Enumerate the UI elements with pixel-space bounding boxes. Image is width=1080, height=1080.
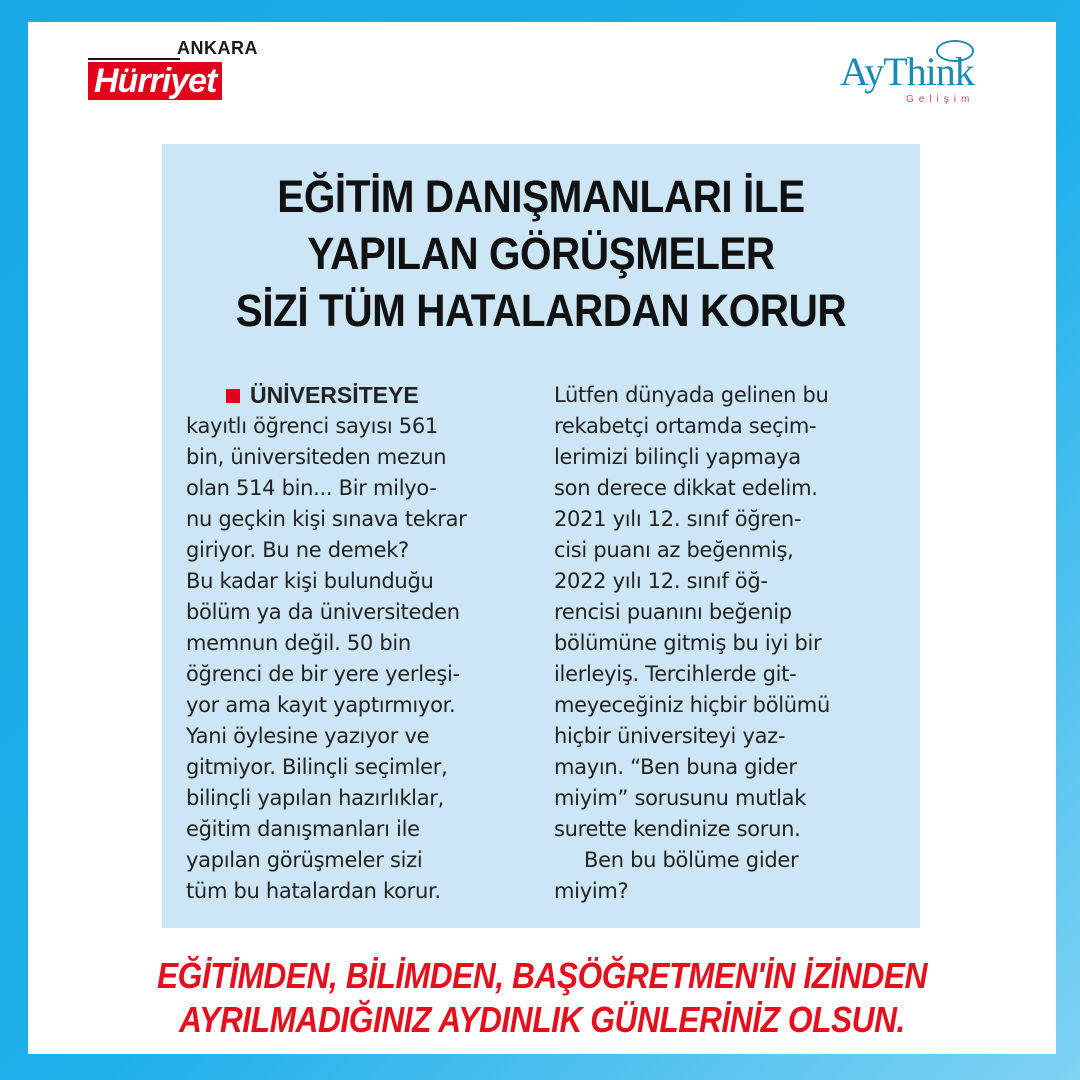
aythink-logo-subtext: Gelişim: [906, 94, 975, 105]
text-line: memnun değil. 50 bin: [186, 631, 411, 655]
logo-rule: [88, 58, 180, 60]
text-line: giriyor. Bu ne demek?: [186, 538, 409, 562]
text-line: Yani öylesine yazıyor ve: [186, 724, 430, 748]
article-column-left: [186, 380, 526, 907]
text-line: miyim?: [554, 879, 629, 903]
lead-paragraph-start: [186, 380, 526, 411]
text-line: Lütfen dünyada gelinen bu: [554, 383, 829, 407]
text-line: hiçbir üniversiteyi yaz-: [554, 724, 786, 748]
aythink-logo-text: AyThink: [840, 49, 974, 94]
headline-line: SİZİ TÜM HATALARDAN KORUR: [235, 285, 847, 336]
text-line: yor ama kayıt yaptırmıyor.: [186, 693, 456, 717]
slogan-line: EĞİTİMDEN, BİLİMDEN, BAŞÖĞRETMEN'İN İZİNDEN: [156, 955, 928, 996]
text-line: ilerleyiş. Tercihlerde git-: [554, 662, 797, 686]
white-frame: [28, 22, 1056, 1054]
text-line: bölümüne gitmiş bu iyi bir: [554, 631, 822, 655]
text-line: meyeceğiniz hiçbir bölümü: [554, 693, 830, 717]
text-line: olan 514 bin... Bir milyo-: [186, 476, 437, 500]
text-line: Ben bu bölüme gider: [584, 848, 799, 872]
headline-line: YAPILAN GÖRÜŞMELER: [307, 228, 775, 279]
text-line: miyim” sorusunu mutlak: [554, 786, 807, 810]
text-line: eğitim danışmanları ile: [186, 817, 420, 841]
text-line: Bu kadar kişi bulunduğu: [186, 569, 434, 593]
text-line: kayıtlı öğrenci sayısı 561: [186, 414, 438, 438]
headline-line: EĞİTİM DANIŞMANLARI İLE: [277, 171, 805, 222]
lead-word: ÜNİVERSİTEYE: [250, 382, 419, 408]
text-line: gitmiyor. Bilinçli seçimler,: [186, 755, 448, 779]
aythink-logo: [840, 40, 1010, 105]
newspaper-article: [162, 144, 920, 928]
text-line: 2022 yılı 12. sınıf öğ-: [554, 569, 768, 593]
newspaper-name: Hürriyet: [88, 62, 222, 100]
text-line: nu geçkin kişi sınava tekrar: [186, 507, 467, 531]
hurriyet-logo: [88, 38, 258, 102]
slogan-line: AYRILMADIĞINIZ AYDINLIK GÜNLERİNİZ OLSUN.: [179, 999, 905, 1040]
text-line: öğrenci de bir yere yerleşi-: [186, 662, 460, 686]
text-line: bilinçli yapılan hazırlıklar,: [186, 786, 444, 810]
text-line: cisi puanı az beğenmiş,: [554, 538, 794, 562]
text-line: 2021 yılı 12. sınıf öğren-: [554, 507, 802, 531]
article-headline: [200, 168, 882, 339]
text-line: son derece dikkat edelim.: [554, 476, 818, 500]
text-line: surette kendinize sorun.: [554, 817, 801, 841]
text-line: bölüm ya da üniversiteden: [186, 600, 460, 624]
text-line: tüm bu hatalardan korur.: [186, 879, 441, 903]
article-column-right: [554, 380, 899, 907]
text-line: rencisi puanını beğenip: [554, 600, 792, 624]
text-line: rekabetçi ortamda seçim-: [554, 414, 817, 438]
text-line: bin, üniversiteden mezun: [186, 445, 447, 469]
red-square-bullet-icon: [226, 389, 240, 403]
newspaper-city: ANKARA: [177, 38, 258, 58]
text-line: mayın. “Ben buna gider: [554, 755, 797, 779]
text-line: yapılan görüşmeler sizi: [186, 848, 423, 872]
slogan: [90, 954, 995, 1042]
text-line: lerimizi bilinçli yapmaya: [554, 445, 801, 469]
